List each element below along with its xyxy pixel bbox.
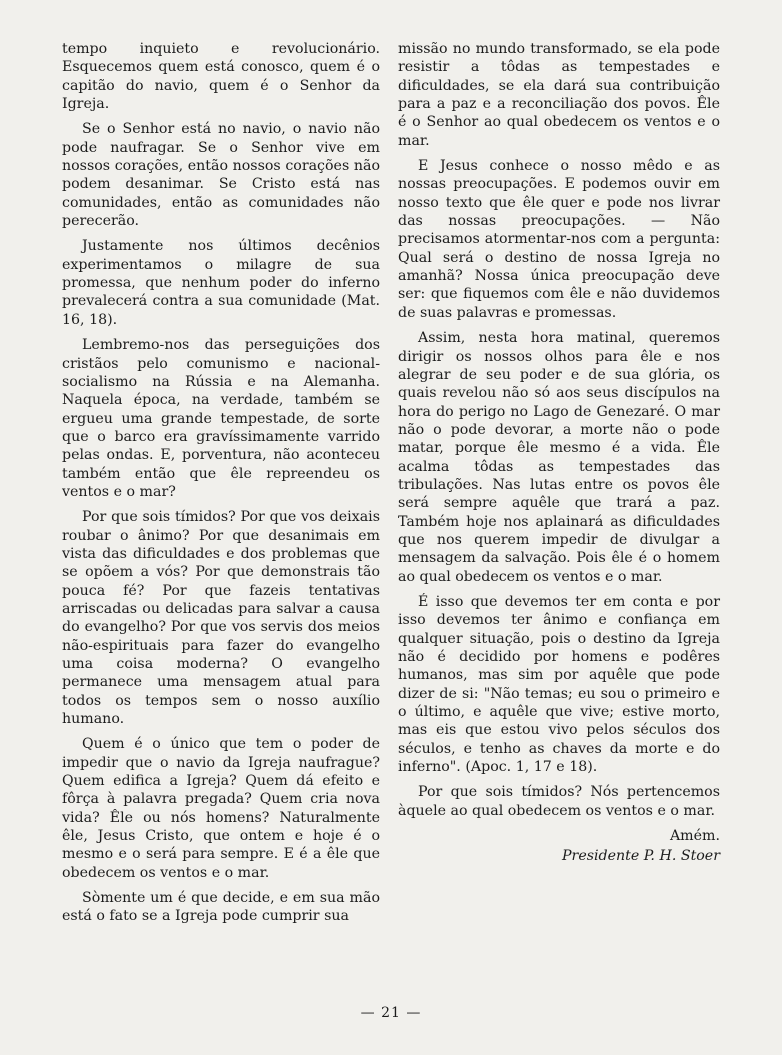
closing-amen: Amém. (669, 828, 720, 845)
paragraph: É isso que devemos ter em conta e por isso devemos ter ânimo e confiança em qualquer situação, pois o destino da Igreja não é decidido por homens e podêres humanos, mas sim por aquêle que pode dizer de si: "Não temas; eu sou o primeiro e o último, e aquêle que vive; estive morto, mas eis que estou vivo pelos séculos dos séculos, e tenho as chaves da morte e do inferno". (Apoc. 1, 17 e 18). (398, 593, 720, 776)
right-column (398, 40, 720, 873)
paragraph: Por que sois tímidos? Por que vos deixais roubar o ânimo? Por que desanimais em vista das dificuldades e dos problemas que se opõem a vós? Por que demonstrais tão pouca fé? Por que fazeis tentativas arriscadas ou delicadas para salvar a causa do evangelho? Por que vos servis dos meios não-espirituais para fazer do evangelho uma coisa moderna? O evangelho permanece uma mensagem atual para todos os tempos sem o nosso auxílio humano. (62, 509, 380, 728)
paragraph: Por que sois tímidos? Nós pertencemos àquele ao qual obedecem os ventos e o mar. (398, 784, 720, 819)
paragraph: Lembremo-nos das perseguições dos cristãos pelo comunismo e nacional-socialismo na Rússia e na Alemanha. Naquela época, na verdade, também se ergueu uma grande tempestade, de sorte que o barco era gravíssimamente varrido pelas ondas. E, porventura, não aconteceu também então que êle repreendeu os ventos e o mar? (62, 337, 380, 500)
page-number: — 21 — (360, 1005, 422, 1021)
paragraph: missão no mundo transformado, se ela pode resistir a tôdas as tempestades e dificuldades, se ela dará sua contribuição para a paz e a reconciliação dos povos. Êle é o Senhor ao qual obedecem os ventos e o mar. (398, 41, 720, 149)
paragraph: Assim, nesta hora matinal, queremos dirigir os nossos olhos para êle e nos alegrar de seu poder e de sua glória, os quais revelou não só aos seus discípulos na hora do perigo no Lago de Genezaré. O mar não o pode devorar, a morte não o pode matar, porque êle mesmo é a vida. Êle acalma tôdas as tempestades das tribulações. Nas lutas entre os povos êle será sempre aquêle que trará a paz. Também hoje nos aplainará as dificuldades que nos querem impedir de divulgar a mensagem da salvação. Pois êle é o homem ao qual obedecem os ventos e o mar. (398, 330, 720, 585)
signature: Presidente P. H. Stoer (562, 848, 720, 865)
paragraph: Justamente nos últimos decênios experimentamos o milagre de sua promessa, que nenhum poder do inferno prevalecerá contra a sua comunidade (Mat. 16, 18). (62, 238, 380, 328)
paragraph: Sòmente um é que decide, e em sua mão está o fato se a Igreja pode cumprir sua (62, 890, 380, 925)
left-column (62, 40, 380, 933)
paragraph: Se o Senhor está no navio, o navio não pode naufragar. Se o Senhor vive em nossos corações, então nossos corações não podem desanimar. Se Cristo está nas comunidades, então as comunidades não perecerão. (62, 121, 380, 230)
paragraph: Quem é o único que tem o poder de impedir que o navio da Igreja naufrague? Quem edifica a Igreja? Quem dá efeito e fôrça à palavra pregada? Quem cria nova vida? Êle ou nós homens? Naturalmente êle, Jesus Cristo, que ontem e hoje é o mesmo e o será para sempre. E é a êle que obedecem os ventos e o mar. (62, 736, 380, 881)
paragraph: E Jesus conhece o nosso mêdo e as nossas preocupações. E podemos ouvir em nosso texto que êle quer e pode nos livrar das nossas preocupações. — Não precisamos atormentar-nos com a pergunta: Qual será o destino de nossa Igreja no amanhã? Nossa única preocupação deve ser: que fiquemos com êle e não duvidemos de suas palavras e promessas. (398, 158, 720, 321)
paragraph: tempo inquieto e revolucionário. Esquecemos quem está conosco, quem é o capitão do navio, quem é o Senhor da Igreja. (62, 41, 380, 113)
